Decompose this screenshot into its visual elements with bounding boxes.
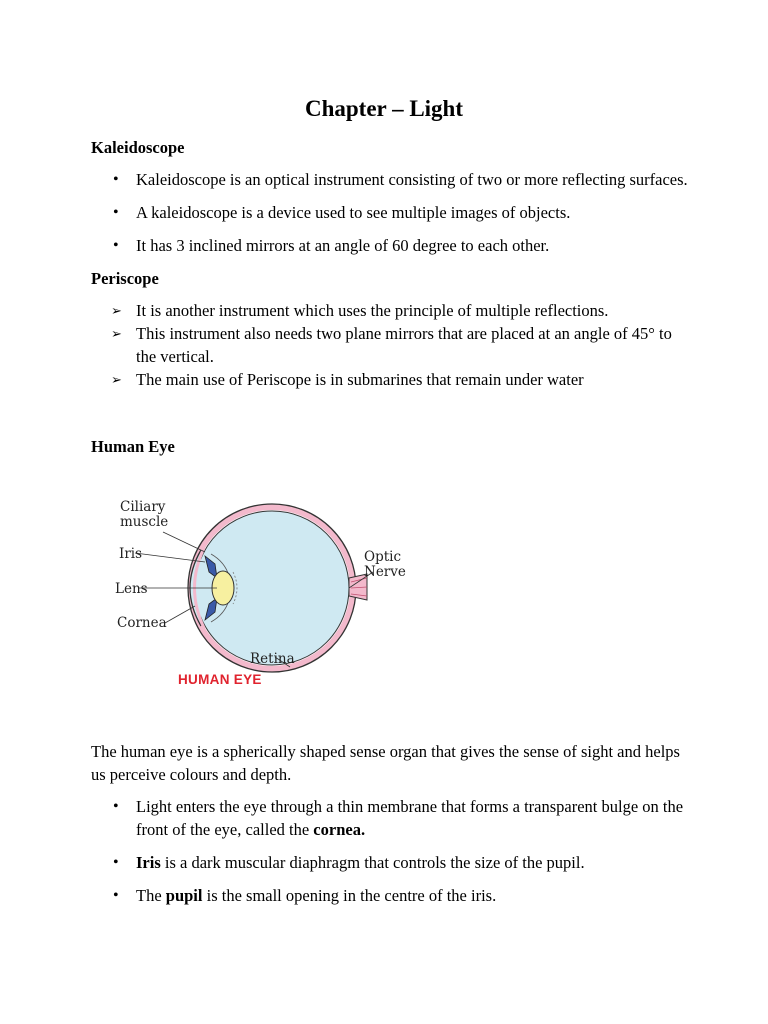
bullet-icon: • xyxy=(113,798,119,815)
human-eye-list xyxy=(91,795,691,907)
list-item: ➢ It is another instrument which uses the principle of multiple reflections. xyxy=(111,301,609,320)
bullet-icon: • xyxy=(113,887,119,904)
bullet-icon: • xyxy=(113,204,119,221)
document-page xyxy=(91,94,691,917)
periscope-heading: Periscope xyxy=(91,269,159,288)
kaleidoscope-heading: Kaleidoscope xyxy=(91,138,185,157)
arrow-bullet-icon: ➢ xyxy=(111,303,122,318)
list-item: • The pupil is the small opening in the centre of the iris. xyxy=(113,886,497,905)
arrow-bullet-icon: ➢ xyxy=(111,372,122,387)
list-item: • A kaleidoscope is a device used to see multiple images of objects. xyxy=(113,203,571,222)
list-item: • Iris is a dark muscular diaphragm that controls the size of the pupil. xyxy=(113,853,585,872)
ciliary-muscle-label: Ciliary muscle xyxy=(120,499,169,530)
lens-label: Lens xyxy=(115,581,148,597)
cornea-label: Cornea xyxy=(117,615,167,631)
retina-label: Retina xyxy=(250,651,295,667)
kaleidoscope-list xyxy=(91,168,691,257)
periscope-list xyxy=(91,299,691,391)
list-item: • Light enters the eye through a thin membrane that forms a transparent bulge on the front of the eye, called the cornea. xyxy=(113,797,684,839)
iris-label: Iris xyxy=(119,546,143,562)
bullet-icon: • xyxy=(113,171,119,188)
cornea-leader xyxy=(165,606,195,623)
ciliary-leader xyxy=(163,532,205,552)
human-eye-diagram xyxy=(105,492,435,692)
human-eye-heading: Human Eye xyxy=(91,437,175,456)
page-title: Chapter – Light xyxy=(304,96,464,121)
optic-nerve-label: Optic Nerve xyxy=(364,549,406,580)
list-item: • Kaleidoscope is an optical instrument consisting of two or more reflecting surfaces. xyxy=(113,170,688,189)
list-item: • It has 3 inclined mirrors at an angle of 60 degree to each other. xyxy=(113,236,550,255)
bullet-icon: • xyxy=(113,854,119,871)
human-eye-paragraph: The human eye is a spherically shaped sense organ that gives the sense of sight and helps us perceive colours and depth. xyxy=(91,742,680,784)
arrow-bullet-icon: ➢ xyxy=(111,326,122,341)
bullet-icon: • xyxy=(113,237,119,254)
list-item: ➢ This instrument also needs two plane mirrors that are placed at an angle of 45° to the vertical. xyxy=(111,324,672,366)
list-item: ➢ The main use of Periscope is in submarines that remain under water xyxy=(111,370,584,389)
figure-caption: HUMAN EYE xyxy=(178,672,262,687)
